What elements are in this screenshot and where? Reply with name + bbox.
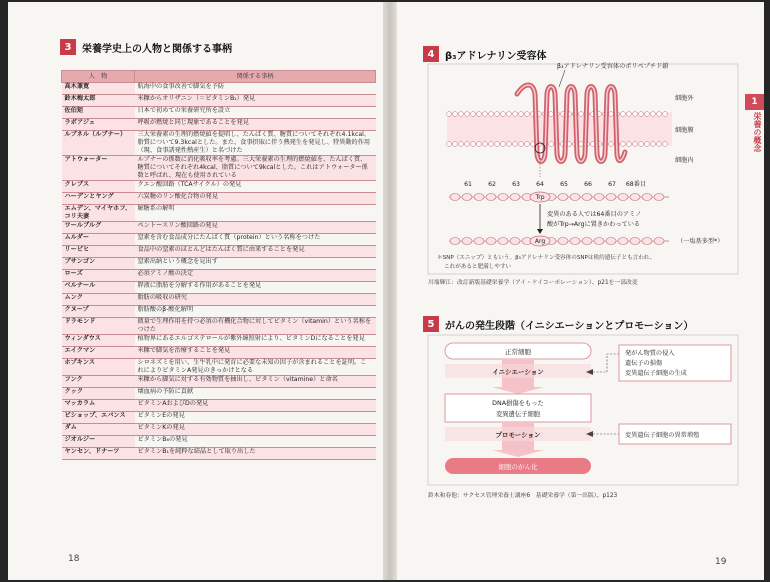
amino-acid-positions <box>464 180 646 188</box>
event-cell: 食品中の窒素のほとんどはたんぱく質に由来することを発見 <box>135 246 376 258</box>
person-cell: ブサンゴン <box>62 258 135 270</box>
position-label: 68番目 <box>625 181 647 188</box>
membrane-band <box>447 112 672 146</box>
position-label: 62 <box>488 181 496 188</box>
amino-acid-bead <box>582 194 592 201</box>
amino-acid-bead <box>486 238 496 245</box>
event-cell: 窒素を含む食品成分にたんぱく質（protein）という名称をつけた <box>135 234 376 246</box>
table-row <box>62 222 376 234</box>
lipid-head <box>489 142 494 147</box>
amino-acid-bead <box>474 238 484 245</box>
event-cell: 呼吸が燃焼と同じ現象であることを発見 <box>135 119 376 131</box>
lipid-head <box>507 112 512 117</box>
person-cell: 鈴木梅太郎 <box>62 95 135 107</box>
lipid-head <box>477 142 482 147</box>
amino-acid-bead <box>462 238 472 245</box>
lipid-head <box>657 142 662 147</box>
amino-acid-bead <box>474 194 484 201</box>
amino-acid-bead <box>642 238 652 245</box>
lipid-head <box>645 112 650 117</box>
amino-acid-bead <box>654 238 664 245</box>
position-label: 65 <box>560 181 568 188</box>
position-label: 67 <box>608 181 616 188</box>
event-cell: 微量で生理作用を持つ必須の有機化合物に対してビタミン（vitamin）という名称をつけた <box>135 318 376 335</box>
lipid-head <box>447 142 452 147</box>
lipid-head <box>525 112 530 117</box>
amino-acid-bead <box>606 194 616 201</box>
lipid-head <box>495 142 500 147</box>
event-cell: クエン酸回路（TCAサイクル）の発見 <box>135 181 376 193</box>
event-cell: 米糠で脚気を治療することを発見 <box>135 347 376 359</box>
section-3-heading <box>60 39 232 55</box>
person-cell: ダム <box>62 424 135 436</box>
event-cell: 日本で初めての栄養研究所を設立 <box>135 107 376 119</box>
trp-label: Trp <box>535 194 545 201</box>
mutation-note-line1: 変異のある人では64番目のアミノ <box>547 211 642 218</box>
lipid-head <box>549 112 554 117</box>
table-row <box>62 424 376 436</box>
lipid-head <box>633 112 638 117</box>
column-header-person: 人 物 <box>62 71 135 83</box>
person-cell: エイクマン <box>62 347 135 359</box>
mutant-cell-line2: 変異遺伝子細胞 <box>495 411 541 418</box>
table-row <box>62 156 376 181</box>
page-number-right: 19 <box>715 557 727 567</box>
event-cell: 解糖系の解明 <box>135 205 376 222</box>
position-label: 61 <box>464 181 472 188</box>
figure-5-heading <box>423 316 693 332</box>
amino-acid-bead <box>498 238 508 245</box>
figure-5-title: がんの発生段階（イニシエーションとプロモーション） <box>445 320 694 332</box>
section-title: 栄養学史上の人物と関係する事柄 <box>82 43 232 55</box>
table-row <box>62 193 376 205</box>
table-row <box>62 282 376 294</box>
lipid-head <box>447 112 452 117</box>
initiation-detail-2: 遺伝子の損傷 <box>625 360 663 367</box>
initiation-arrowhead <box>492 387 544 394</box>
amino-acid-bead <box>570 194 580 201</box>
lipid-head <box>513 142 518 147</box>
event-cell: 植物界にあるエルゴステロールが紫外線照射により、ビタミンDになることを発見 <box>135 335 376 347</box>
lipid-head <box>663 112 668 117</box>
amino-acid-bead <box>618 194 628 201</box>
person-cell: 高木兼寛 <box>62 83 135 95</box>
amino-acid-bead <box>486 194 496 201</box>
table-row <box>62 436 376 448</box>
lipid-head <box>627 142 632 147</box>
label-membrane: 細胞膜 <box>675 127 694 134</box>
event-cell: ビタミンB₆の発見 <box>135 436 376 448</box>
lipid-head <box>495 112 500 117</box>
table-row <box>62 246 376 258</box>
lipid-head <box>549 142 554 147</box>
event-cell: 米糠からオリザニン（＝ビタミンB₁）発見 <box>135 95 376 107</box>
table-row <box>62 258 376 270</box>
lipid-head <box>471 142 476 147</box>
table-row <box>62 234 376 246</box>
lipid-head <box>513 112 518 117</box>
lipid-head <box>453 112 458 117</box>
promotion-arrowhead <box>492 450 544 457</box>
amino-acid-bead <box>594 238 604 245</box>
event-cell: 脂肪酸のβ-酸化解明 <box>135 306 376 318</box>
lipid-head <box>525 142 530 147</box>
figure-4-number-badge: 4 <box>423 46 439 62</box>
position-label: 64 <box>536 181 544 188</box>
person-cell: ローズ <box>62 270 135 282</box>
normal-cell-label: 正常細胞 <box>505 348 531 356</box>
position-label: 63 <box>512 181 520 188</box>
table-row <box>62 359 376 376</box>
lipid-head <box>501 112 506 117</box>
amino-acid-bead <box>570 238 580 245</box>
lipid-head <box>459 142 464 147</box>
initiation-label: イニシエーション <box>492 368 544 376</box>
amino-acid-bead <box>558 238 568 245</box>
amino-acid-bead <box>462 194 472 201</box>
lipid-head <box>651 142 656 147</box>
history-table <box>61 70 376 460</box>
promotion-label: プロモーション <box>495 431 541 439</box>
cell-membrane <box>447 112 672 147</box>
amino-acid-bead <box>642 194 652 201</box>
event-cell: 脂肪の吸収の研究 <box>135 294 376 306</box>
column-header-event: 関係する事柄 <box>135 71 376 83</box>
table-row <box>62 205 376 222</box>
table-row <box>62 318 376 335</box>
normal-amino-acid-chain <box>449 192 669 202</box>
lipid-head <box>459 112 464 117</box>
person-cell: ジオルジー <box>62 436 135 448</box>
lipid-head <box>609 112 614 117</box>
figure-4-title: β₃アドレナリン受容体 <box>445 50 547 62</box>
lipid-head <box>663 142 668 147</box>
lipid-head <box>501 142 506 147</box>
book-spread <box>8 2 764 580</box>
figure-4-source: 川端輝江：改訂新版基礎栄養学（アイ・ケイコーポレーション）、p21を一部改変 <box>428 280 638 286</box>
figure-5-number-badge: 5 <box>423 316 439 332</box>
lipid-head <box>621 112 626 117</box>
table-row <box>62 448 376 460</box>
lipid-head <box>477 112 482 117</box>
lipid-head <box>507 142 512 147</box>
event-cell: ビタミンKの発見 <box>135 424 376 436</box>
lipid-head <box>519 142 524 147</box>
person-cell: 佐伯矩 <box>62 107 135 119</box>
person-cell: ムルダー <box>62 234 135 246</box>
table-row <box>62 335 376 347</box>
lipid-head <box>579 112 584 117</box>
person-cell: クレブス <box>62 181 135 193</box>
table-row <box>62 294 376 306</box>
event-cell: 壊血病の予防に貢献 <box>135 388 376 400</box>
mutant-amino-acid-chain <box>449 236 669 246</box>
polypeptide-label: β₃アドレナリン受容体のポリペプチド鎖 <box>557 63 669 70</box>
person-cell: ワールブルグ <box>62 222 135 234</box>
right-page <box>397 2 764 580</box>
initiation-detail-1: 発がん物質の侵入 <box>625 350 675 357</box>
lipid-head <box>453 142 458 147</box>
person-cell: ルブネル（ルブナー） <box>62 131 135 156</box>
person-cell: ヤンセン、ドナーツ <box>62 448 135 460</box>
page-number-left: 18 <box>68 554 80 564</box>
event-cell: 膵液に脂肪を分解する作用があることを発見 <box>135 282 376 294</box>
lipid-head <box>621 142 626 147</box>
lipid-head <box>483 142 488 147</box>
amino-acid-bead <box>558 194 568 201</box>
table-row <box>62 95 376 107</box>
table-row <box>62 412 376 424</box>
mutant-cell-line1: DNA損傷をもった <box>492 400 544 407</box>
table-row <box>62 83 376 95</box>
event-cell: 六炭糖のリン酸化合物の発見 <box>135 193 376 205</box>
event-cell: ルブナーの係数に消化吸収率を考慮。三大栄養素の生理的燃焼値を、たんぱく質、糖質についてそれぞれ4kcal、脂質について9kcalとした。これはアトウォーター係数と呼ばれ、現在も使用されている <box>135 156 376 181</box>
amino-acid-bead <box>606 238 616 245</box>
person-cell: ベルナール <box>62 282 135 294</box>
lipid-head <box>519 112 524 117</box>
lipid-head <box>579 142 584 147</box>
person-cell: ウィンダウス <box>62 335 135 347</box>
section-number-badge: 3 <box>60 39 76 55</box>
lipid-head <box>489 112 494 117</box>
table-row <box>62 107 376 119</box>
event-cell: ビタミンAおよびDの発見 <box>135 400 376 412</box>
amino-acid-bead <box>594 194 604 201</box>
chapter-tab-number: 1 <box>751 97 758 107</box>
person-cell: ラボアジェ <box>62 119 135 131</box>
person-cell: ビショップ、エバンス <box>62 412 135 424</box>
amino-acid-bead <box>618 238 628 245</box>
lipid-head <box>609 142 614 147</box>
person-cell: リービヒ <box>62 246 135 258</box>
person-cell: マッカラム <box>62 400 135 412</box>
initiation-detail-3: 変異遺伝子細胞の生成 <box>625 370 687 377</box>
cancer-cell-label: 細胞のがん化 <box>498 463 538 471</box>
amino-acid-bead <box>450 238 460 245</box>
person-cell: ホプキンス <box>62 359 135 376</box>
label-extracellular: 細胞外 <box>675 95 694 102</box>
position-label: 66 <box>584 181 592 188</box>
table-row <box>62 376 376 388</box>
promotion-detail: 変異遺伝子細胞の異常増殖 <box>625 432 700 439</box>
amino-acid-bead <box>630 238 640 245</box>
amino-acid-bead <box>630 194 640 201</box>
snp-footnote-line2: これがあると肥満しやすい <box>444 264 512 270</box>
left-page <box>8 2 383 580</box>
amino-acid-bead <box>498 194 508 201</box>
amino-acid-bead <box>510 194 520 201</box>
amino-acid-bead <box>510 238 520 245</box>
figure-4-receptor-diagram <box>397 2 764 580</box>
lipid-head <box>627 112 632 117</box>
person-cell: エムデン、マイヤホフ、コリ夫妻 <box>62 205 135 222</box>
chain-callout-line <box>559 70 565 87</box>
chapter-tab <box>745 94 764 110</box>
table-row <box>62 306 376 318</box>
person-cell: ムンク <box>62 294 135 306</box>
snp-footnote-line1: ＊SNP（スニップ）ともいう。β₃アドレナリン受容体のSNPは倹約遺伝子とも言われ、 <box>437 255 656 261</box>
lipid-head <box>657 112 662 117</box>
event-cell: 必須アミノ酸の決定 <box>135 270 376 282</box>
event-cell: ペントースリン酸回路の発見 <box>135 222 376 234</box>
snp-label: （一塩基多型*） <box>677 238 724 245</box>
lipid-head <box>465 142 470 147</box>
lipid-head <box>633 142 638 147</box>
initiation-connector <box>593 354 619 372</box>
person-cell: ハーデンとヤング <box>62 193 135 205</box>
table-row <box>62 181 376 193</box>
person-cell: クック <box>62 388 135 400</box>
amino-acid-bead <box>450 194 460 201</box>
lipid-head <box>465 112 470 117</box>
amino-acid-bead <box>654 194 664 201</box>
lipid-head <box>651 112 656 117</box>
table-row <box>62 131 376 156</box>
history-table-body <box>62 83 376 460</box>
person-cell: ドラモンド <box>62 318 135 335</box>
event-cell: 航海中の食事改善で脚気を予防 <box>135 83 376 95</box>
event-cell: 米糠から脚気に対する有効物質を抽出し、ビタミン（vitamine）と命名 <box>135 376 376 388</box>
chapter-tab-title: 栄養の概念 <box>753 112 762 152</box>
amino-acid-bead <box>582 238 592 245</box>
mutation-note-line2: 酸がTrp→Argに置きかわっている <box>547 221 641 228</box>
event-cell: 窒素出納という概念を見出す <box>135 258 376 270</box>
substitution-arrowhead <box>537 229 543 234</box>
event-cell: シロネズミを用い、生牛乳中に発育に必要な未知の因子が含まれることを証明。これによりビタミンA発見のきっかけとなる <box>135 359 376 376</box>
person-cell: クヌープ <box>62 306 135 318</box>
lipid-head <box>639 112 644 117</box>
lipid-head <box>483 112 488 117</box>
table-row <box>62 347 376 359</box>
lipid-head <box>639 142 644 147</box>
figure-5-source: 鈴木和春他：サクセス管理栄養士講座6 基礎栄養学（第一出版）、p123 <box>428 493 618 499</box>
event-cell: ビタミンEの発見 <box>135 412 376 424</box>
book-gutter <box>383 2 397 580</box>
person-cell: フンク <box>62 376 135 388</box>
event-cell: 三大栄養素の生理的燃焼値を提唱し、たんぱく質、糖質についてそれぞれ4.1kcal、脂質について9.3kcalとした。また、食事摂取に伴う熱発生を発見し、特異動的作用（現、食事誘発性熱産生）と名づけた <box>135 131 376 156</box>
person-cell: アトウォーター <box>62 156 135 181</box>
arg-label: Arg <box>534 238 546 245</box>
label-intracellular: 細胞内 <box>675 157 694 164</box>
table-row <box>62 388 376 400</box>
lipid-head <box>471 112 476 117</box>
table-row <box>62 119 376 131</box>
table-row <box>62 270 376 282</box>
event-cell: ビタミンB₁を純粋な結晶として取り出した <box>135 448 376 460</box>
table-row <box>62 400 376 412</box>
lipid-head <box>645 142 650 147</box>
